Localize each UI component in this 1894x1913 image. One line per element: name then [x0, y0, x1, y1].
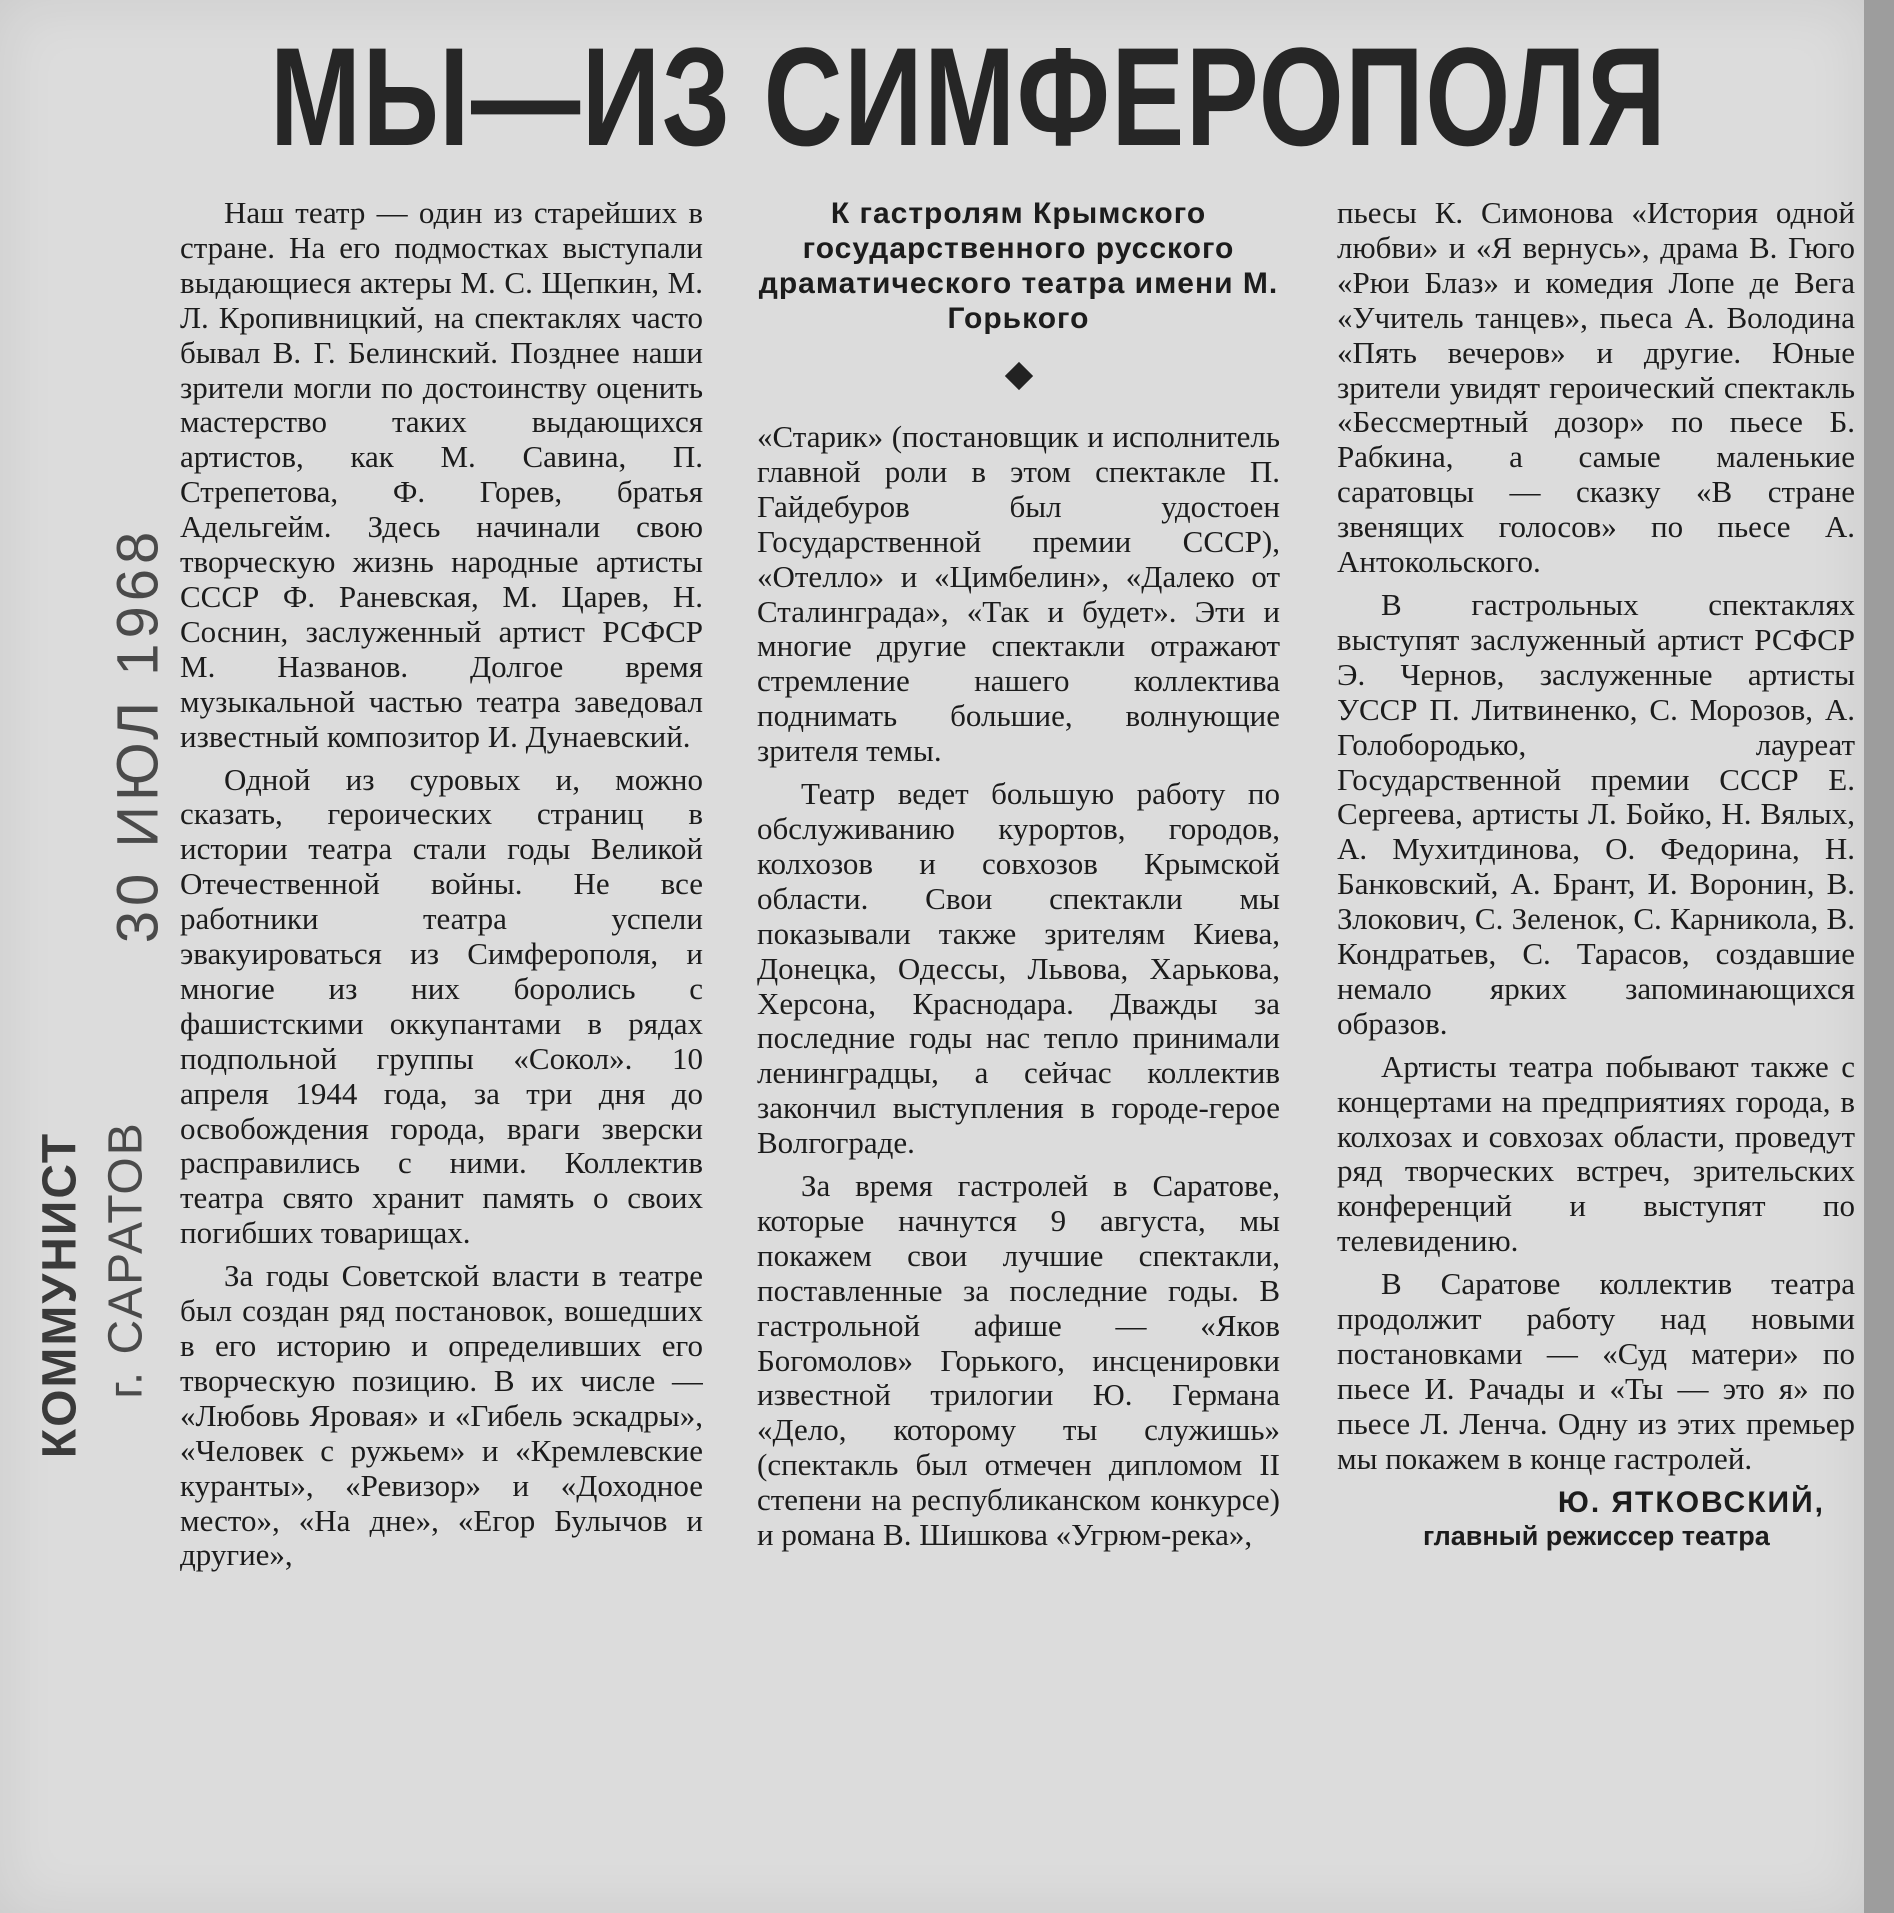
author-role: главный режиссер театра [1423, 1520, 1770, 1551]
article-column-1 [180, 196, 703, 1896]
newspaper-name-stamp: КОММУНИСТ [33, 1131, 87, 1459]
paragraph: «Старик» (постановщик и исполнитель главной роли в этом спектакле П. Гайдебуров был удостоен Государственной премии СССР), «Отелло» и «Цимбелин», «Далеко от Сталинграда», «Так и будет». Эти и многие другие спектакли отражают стремление нашего коллектива поднимать большие, волнующие зрителя темы. [757, 419, 1280, 769]
paragraph: Одной из суровых и, можно сказать, героических страниц в истории театра стали годы Великой Отечественной войны. Не все работники театра успели эвакуироваться из Симферополя, и многие из них боролись с фашистскими оккупантами в рядах подпольной группы «Сокол». 10 апреля 1944 года, за три дня до освобождения города, враги зверски расправились с ними. Коллектив театра свято хранит память о своих погибших товарищах. [180, 761, 703, 1251]
newspaper-city-stamp: г. САРАТОВ [99, 1121, 153, 1399]
paragraph: Наш театр — один из старейших в стране. На его подмостках выступали выдающиеся актеры М. С. Щепкин, М. Л. Кропивницкий, на спектаклях часто бывал В. Г. Белинский. Позднее наши зрители могли по достоинству оценить мастерство таких выдающихся артистов, как М. Савина, П. Стрепетова, Ф. Горев, братья Адельгейм. Здесь начинали свою творческую жизнь народные артисты СССР Ф. Раневская, М. Царев, Н. Соснин, заслуженный артист РСФСР М. Названов. Долгое время музыкальной частью театра заведовал известный композитор И. Дунаевский. [180, 196, 703, 754]
clipping-edge [1864, 0, 1894, 1913]
diamond-separator-icon [1004, 362, 1032, 390]
paragraph: В гастрольных спектаклях выступят заслуженный артист РСФСР Э. Чернов, заслуженные артисты УССР П. Литвиненко, С. Морозов, А. Голобородько, лауреат Государственной премии СССР Е. Сергеева, артисты Л. Бойко, Н. Вялых, А. Мухитдинова, О. Федорина, Н. Банковский, А. Брант, И. Воронин, В. Злокович, С. Зеленок, С. Карникола, В. Кондратьев, С. Тарасов, создавшие немало ярких запоминающихся образов. [1337, 586, 1855, 1041]
article-column-3 [1337, 196, 1855, 1896]
archive-date-stamp: 30 ИЮЛ 1968 [105, 526, 171, 944]
author-name: Ю. ЯТКОВСКИЙ, [1557, 1485, 1825, 1519]
paragraph: пьесы К. Симонова «История одной любви» и «Я вернусь», драма В. Гюго «Рюи Блаз» и комедия Лопе де Вега «Учитель танцев», пьеса А. Володина «Пять вечеров» и другие. Юные зрители увидят героический спектакль «Бессмертный дозор» по пьесе Б. Рабкина, а самые маленькие саратовцы — сказку «В стране звенящих голосов» по пьесе А. Антокольского. [1337, 196, 1855, 580]
paragraph: Артисты театра побывают также с концертами на предприятиях города, в колхозах и совхозах области, проведут ряд творческих встреч, зрительских конференций и выступят по телевидению. [1337, 1048, 1855, 1259]
paragraph: Театр ведет большую работу по обслуживанию курортов, городов, колхозов и совхозов Крымской области. Свои спектакли мы показывали также зрителям Киева, Донецка, Одессы, Львова, Харькова, Херсона, Краснодара. Дважды за последние годы нас тепло принимали ленинградцы, а сейчас коллектив закончил выступления в городе-герое Волгограде. [757, 776, 1280, 1161]
paragraph: В Саратове коллектив театра продолжит работу над новыми постановками — «Суд матери» по пьесе И. Рачады и «Ты — это я» по пьесе Л. Ленча. Одну из этих премьер мы покажем в конце гастролей. [1337, 1266, 1855, 1476]
subheadline: К гастролям Крымского государственного русского драматического театра имени М. Горького [758, 197, 1279, 335]
article-column-2 [757, 196, 1280, 1896]
paragraph: За время гастролей в Саратове, которые начнутся 9 августа, мы покажем свои лучшие спектакли, поставленные за последние годы. В гастрольной афише — «Яков Богомолов» Горького, инсценировки известной трилогии Ю. Германа «Дело, которому ты служишь» (спектакль был отмечен дипломом II степени на республиканском конкурсе) и романа В. Шишкова «Угрюм-река», [757, 1168, 1280, 1553]
signature [1337, 1485, 1855, 1553]
paragraph: За годы Советской власти в театре был создан ряд постановок, вошедших в его историю и определивших его творческую позицию. В их числе — «Любовь Яровая» и «Гибель эскадры», «Человек с ружьем» и «Кремлевские куранты», «Ревизор» и «Доходное место», «На дне», «Егор Булычов и другие», [180, 1258, 703, 1573]
headline: МЫ—ИЗ СИМФЕРОПОЛЯ [270, 18, 1668, 175]
